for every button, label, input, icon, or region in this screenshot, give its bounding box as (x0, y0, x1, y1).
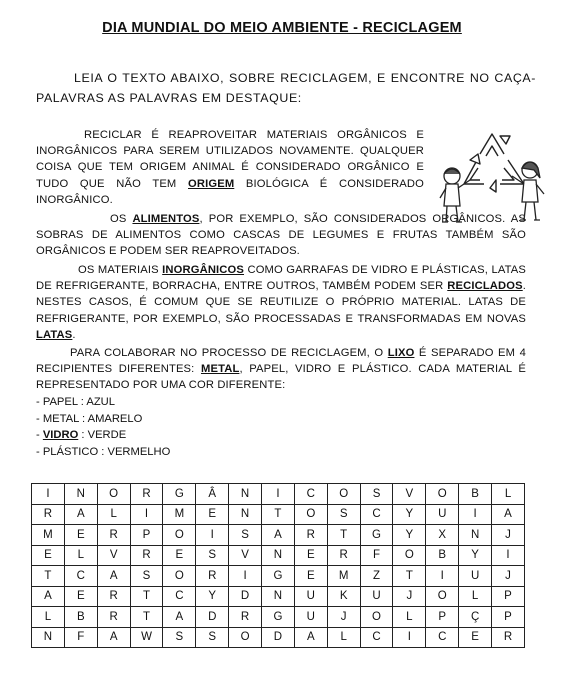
grid-cell[interactable]: R (97, 525, 130, 546)
grid-cell[interactable]: I (130, 504, 163, 525)
grid-cell[interactable]: I (196, 525, 229, 546)
grid-cell[interactable]: C (360, 627, 393, 648)
grid-row (32, 545, 525, 566)
paragraph-3-text-d: . (72, 328, 76, 341)
list-bullet: - (36, 429, 43, 441)
grid-cell[interactable]: R (294, 525, 327, 546)
paragraph-3-text-b: COMO GARRAFAS DE VIDRO E PLÁSTICAS, LATAS DE REFRIGERANTE, BORRACHA, ENTRE OUTROS, TAMBÉM PODEM SER (36, 264, 526, 293)
keyword-vidro: VIDRO (42, 429, 79, 441)
grid-cell[interactable]: E (294, 566, 327, 587)
list-bullet: - (36, 445, 43, 458)
grid-cell[interactable]: O (163, 525, 196, 546)
grid-row (32, 586, 525, 607)
grid-cell[interactable]: N (32, 627, 65, 648)
grid-cell[interactable]: I (426, 566, 459, 587)
grid-cell[interactable]: I (492, 545, 525, 566)
paragraph-4-text-a: PARA COLABORAR NO PROCESSO DE RECICLAGEM, O (70, 347, 388, 359)
grid-cell[interactable]: D (262, 627, 295, 648)
grid-cell[interactable]: Y (393, 504, 426, 525)
grid-cell[interactable]: W (130, 627, 163, 648)
grid-cell[interactable]: E (294, 545, 327, 566)
grid-cell[interactable]: S (163, 627, 196, 648)
grid-cell[interactable]: T (32, 566, 65, 587)
grid-cell[interactable]: V (97, 545, 130, 566)
grid-cell[interactable]: C (294, 484, 327, 505)
grid-cell[interactable]: I (459, 504, 492, 525)
grid-cell[interactable]: T (327, 525, 360, 546)
grid-cell[interactable]: R (97, 607, 130, 628)
grid-cell[interactable]: O (327, 484, 360, 505)
grid-cell[interactable]: G (262, 566, 295, 587)
grid-cell[interactable]: A (32, 586, 65, 607)
grid-cell[interactable]: L (327, 627, 360, 648)
keyword-latas: LATAS (36, 328, 73, 341)
grid-cell[interactable]: S (130, 566, 163, 587)
grid-cell[interactable]: O (294, 504, 327, 525)
grid-cell[interactable]: U (360, 586, 393, 607)
paragraph-3-text-a: OS MATERIAIS (78, 264, 163, 276)
grid-cell[interactable]: O (426, 586, 459, 607)
grid-cell[interactable]: R (229, 607, 262, 628)
list-item-text: METAL : AMARELO (42, 412, 143, 425)
paragraph-2-text-b: , POR EXEMPLO, SÃO CONSIDERADOS ORGÂNICOS. AS SOBRAS DE ALIMENTOS COMO CASCAS DE LEGUMES E FRUTAS TAMBÉM SÃO ORGÂNICOS E PODEM SER REAPROVEITADOS. (36, 213, 526, 258)
grid-cell[interactable]: E (32, 545, 65, 566)
keyword-alimentos: ALIMENTOS (132, 213, 200, 225)
grid-cell[interactable]: N (64, 484, 97, 505)
word-search-grid (31, 483, 525, 648)
grid-cell[interactable]: U (459, 566, 492, 587)
grid-cell[interactable]: L (459, 586, 492, 607)
list-item-text: PLÁSTICO : VERMELHO (42, 445, 171, 458)
grid-cell[interactable]: U (426, 504, 459, 525)
grid-cell[interactable]: O (229, 627, 262, 648)
grid-cell[interactable]: M (163, 504, 196, 525)
grid-cell[interactable]: K (327, 586, 360, 607)
grid-cell[interactable]: R (130, 545, 163, 566)
grid-cell[interactable]: S (196, 627, 229, 648)
grid-cell[interactable]: O (426, 484, 459, 505)
grid-cell[interactable]: J (492, 525, 525, 546)
grid-cell[interactable]: O (163, 566, 196, 587)
grid-row (32, 525, 525, 546)
grid-cell[interactable]: O (360, 607, 393, 628)
keyword-metal: METAL (200, 363, 240, 376)
grid-cell[interactable]: E (459, 627, 492, 648)
grid-cell[interactable]: C (360, 504, 393, 525)
color-list-item (36, 444, 170, 461)
grid-cell[interactable]: J (327, 607, 360, 628)
grid-cell[interactable]: P (130, 525, 163, 546)
grid-cell[interactable]: S (196, 545, 229, 566)
grid-cell[interactable]: I (32, 484, 65, 505)
grid-cell[interactable]: L (64, 545, 97, 566)
list-bullet: - (36, 412, 43, 425)
list-bullet: - (36, 396, 43, 408)
color-list-item (36, 427, 170, 444)
grid-cell[interactable]: R (196, 566, 229, 587)
grid-cell[interactable]: J (492, 566, 525, 587)
list-item-text: : VERDE (78, 429, 127, 441)
keyword-origem: ORIGEM (188, 177, 235, 190)
grid-cell[interactable]: R (327, 545, 360, 566)
grid-row (32, 627, 525, 648)
grid-row (32, 484, 525, 505)
grid-cell[interactable]: J (393, 586, 426, 607)
keyword-inorganicos: INORGÂNICOS (162, 264, 245, 276)
grid-cell[interactable]: L (393, 607, 426, 628)
grid-cell[interactable]: R (130, 484, 163, 505)
grid-cell[interactable]: N (229, 504, 262, 525)
paragraph-1-text-b: BIOLÓGICA É CONSIDERADO INORGÂNICO. (36, 177, 424, 206)
grid-cell[interactable]: G (360, 525, 393, 546)
grid-cell[interactable]: N (229, 484, 262, 505)
color-list (36, 394, 170, 460)
paragraph-2-text-a: OS (110, 213, 133, 225)
grid-cell[interactable]: C (64, 566, 97, 587)
grid-cell[interactable]: Y (393, 525, 426, 546)
grid-cell[interactable]: F (360, 545, 393, 566)
grid-cell[interactable]: E (163, 545, 196, 566)
grid-cell[interactable]: I (229, 566, 262, 587)
grid-cell[interactable]: B (459, 484, 492, 505)
grid-cell[interactable]: P (492, 586, 525, 607)
grid-cell[interactable]: T (130, 607, 163, 628)
grid-cell[interactable]: N (459, 525, 492, 546)
list-item-text: PAPEL : AZUL (42, 396, 115, 408)
grid-cell[interactable]: G (262, 607, 295, 628)
grid-cell[interactable]: A (294, 627, 327, 648)
grid-cell[interactable]: L (492, 484, 525, 505)
paragraph-4-text-b: É SEPARADO EM 4 RECIPIENTES DIFERENTES: (36, 347, 526, 376)
grid-cell[interactable]: X (426, 525, 459, 546)
grid-cell[interactable]: Y (459, 545, 492, 566)
grid-cell[interactable]: F (64, 627, 97, 648)
grid-cell[interactable]: Â (196, 484, 229, 505)
grid-cell[interactable]: S (229, 525, 262, 546)
grid-row (32, 566, 525, 587)
grid-cell[interactable]: V (393, 484, 426, 505)
color-list-item (36, 394, 170, 411)
grid-cell[interactable]: Z (360, 566, 393, 587)
paragraph-1 (36, 127, 424, 208)
grid-cell[interactable]: L (32, 607, 65, 628)
grid-cell[interactable]: C (163, 586, 196, 607)
grid-cell[interactable]: U (294, 607, 327, 628)
grid-cell[interactable]: Ç (459, 607, 492, 628)
grid-cell[interactable]: I (262, 484, 295, 505)
grid-row (32, 607, 525, 628)
grid-cell[interactable]: U (294, 586, 327, 607)
grid-cell[interactable]: O (97, 484, 130, 505)
recycling-kids-icon (434, 124, 552, 228)
paragraph-4 (36, 345, 526, 394)
grid-cell[interactable]: N (262, 586, 295, 607)
grid-cell[interactable]: M (32, 525, 65, 546)
grid-cell[interactable]: A (492, 504, 525, 525)
grid-cell[interactable]: S (327, 504, 360, 525)
keyword-reciclados: RECICLADOS (447, 280, 523, 293)
grid-cell[interactable]: Y (196, 586, 229, 607)
grid-cell[interactable]: O (393, 545, 426, 566)
grid-cell[interactable]: E (64, 586, 97, 607)
grid-cell[interactable]: D (196, 607, 229, 628)
grid-cell[interactable]: L (97, 504, 130, 525)
grid-cell[interactable]: R (32, 504, 65, 525)
grid-row (32, 504, 525, 525)
paragraph-3 (36, 262, 526, 343)
paragraph-4-text-c: , PAPEL, VIDRO E PLÁSTICO. CADA MATERIAL É REPRESENTADO POR UMA COR DIFERENTE: (36, 363, 526, 392)
grid-cell[interactable]: D (229, 586, 262, 607)
paragraph-3-text-c: . NESTES CASOS, É COMUM QUE SE REUTILIZE O PRÓPRIO MATERIAL. LATAS DE REFRIGERANTE, POR EXEMPLO, SÃO PROCESSADAS E TRANSFORMADAS EM NOVAS (36, 280, 526, 325)
grid-cell[interactable]: R (97, 586, 130, 607)
grid-cell[interactable]: P (426, 607, 459, 628)
grid-cell[interactable]: M (327, 566, 360, 587)
grid-cell[interactable]: B (64, 607, 97, 628)
grid-cell[interactable]: R (492, 627, 525, 648)
paragraph-1-text-a: RECICLAR É REAPROVEITAR MATERIAIS ORGÂNICOS E INORGÂNICOS PARA SEREM UTILIZADOS NOVAMENTE. QUALQUER COISA QUE TEM ORIGEM ANIMAL É CONSIDERADO ORGÂNICO E TUDO QUE NÃO TEM (36, 129, 424, 190)
grid-cell[interactable]: C (426, 627, 459, 648)
grid-cell[interactable]: A (262, 525, 295, 546)
grid-cell[interactable]: A (97, 627, 130, 648)
grid-cell[interactable]: T (393, 566, 426, 587)
grid-cell[interactable]: A (163, 607, 196, 628)
grid-cell[interactable]: B (426, 545, 459, 566)
grid-cell[interactable]: V (229, 545, 262, 566)
grid-cell[interactable]: N (262, 545, 295, 566)
color-list-item (36, 411, 170, 428)
instructions: LEIA O TEXTO ABAIXO, SOBRE RECICLAGEM, E ENCONTRE NO CAÇA-PALAVRAS AS PALAVRAS EM DESTAQUE: (36, 71, 536, 105)
grid-cell[interactable]: I (393, 627, 426, 648)
grid-cell[interactable]: S (360, 484, 393, 505)
grid-cell[interactable]: A (64, 504, 97, 525)
grid-cell[interactable]: E (64, 525, 97, 546)
grid-cell[interactable]: G (163, 484, 196, 505)
keyword-lixo: LIXO (387, 347, 415, 359)
grid-cell[interactable]: A (97, 566, 130, 587)
grid-cell[interactable]: T (262, 504, 295, 525)
grid-cell[interactable]: P (492, 607, 525, 628)
grid-cell[interactable]: T (130, 586, 163, 607)
grid-cell[interactable]: E (196, 504, 229, 525)
page-title: DIA MUNDIAL DO MEIO AMBIENTE - RECICLAGEM (102, 20, 462, 36)
